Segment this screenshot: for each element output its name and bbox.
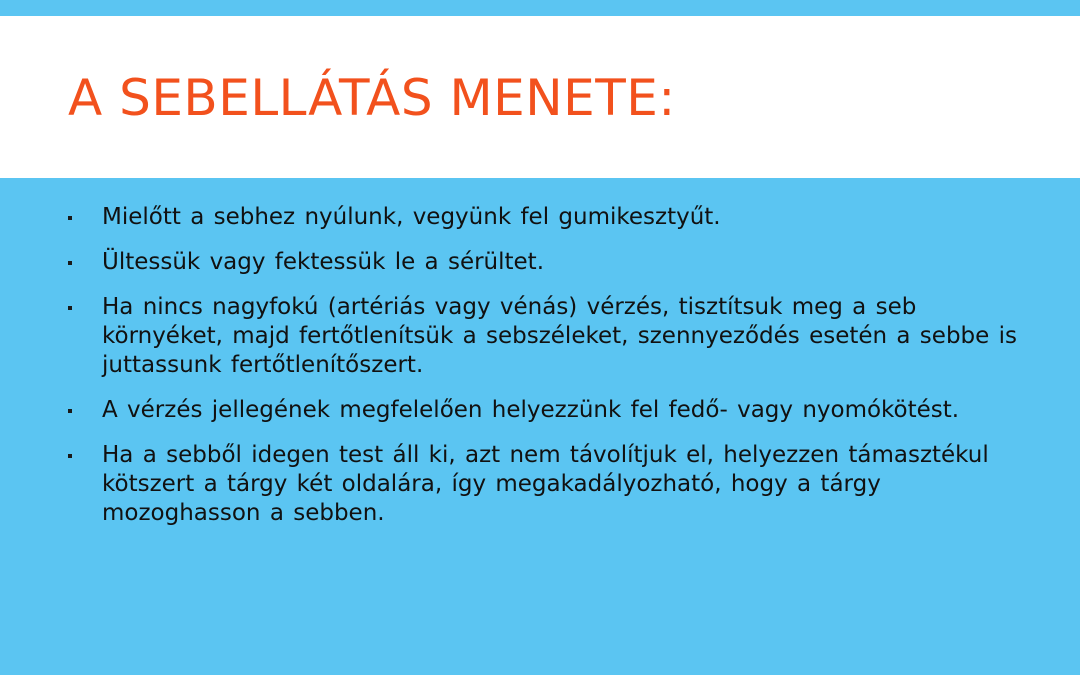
top-accent-strip: [0, 0, 1080, 16]
bullet-item: [68, 293, 1018, 380]
bullet-text: Ha a sebből idegen test áll ki, azt nem távolítjuk el, helyezzen támasztékul kötszert a tárgy két oldalára, így megakadályozható, hogy a tárgy mozoghasson a sebben.: [102, 442, 989, 526]
bullet-item: [68, 248, 1018, 277]
bullet-square-icon: [68, 261, 72, 265]
bullet-item: [68, 203, 1018, 232]
bullet-square-icon: [68, 409, 72, 413]
slide-content: [0, 178, 1080, 675]
bullet-item: [68, 396, 1018, 425]
bullet-text: Ha nincs nagyfokú (artériás vagy vénás) vérzés, tisztítsuk meg a seb környéket, majd fertőtlenítsük a sebszéleket, szennyeződés esetén a sebbe is juttassunk fertőtlenítőszert.: [102, 294, 1017, 378]
bullet-text: Ültessük vagy fektessük le a sérültet.: [102, 249, 545, 275]
title-band: [0, 16, 1080, 178]
bullet-square-icon: [68, 216, 72, 220]
bullet-text: Mielőtt a sebhez nyúlunk, vegyünk fel gumikesztyűt.: [102, 204, 721, 230]
bullet-text: A vérzés jellegének megfelelően helyezzünk fel fedő- vagy nyomókötést.: [102, 397, 960, 423]
slide-title: A SEBELLÁTÁS MENETE:: [68, 69, 676, 127]
bullet-list: [68, 203, 1018, 544]
bullet-item: [68, 441, 1018, 528]
bullet-square-icon: [68, 454, 72, 458]
bullet-square-icon: [68, 306, 72, 310]
